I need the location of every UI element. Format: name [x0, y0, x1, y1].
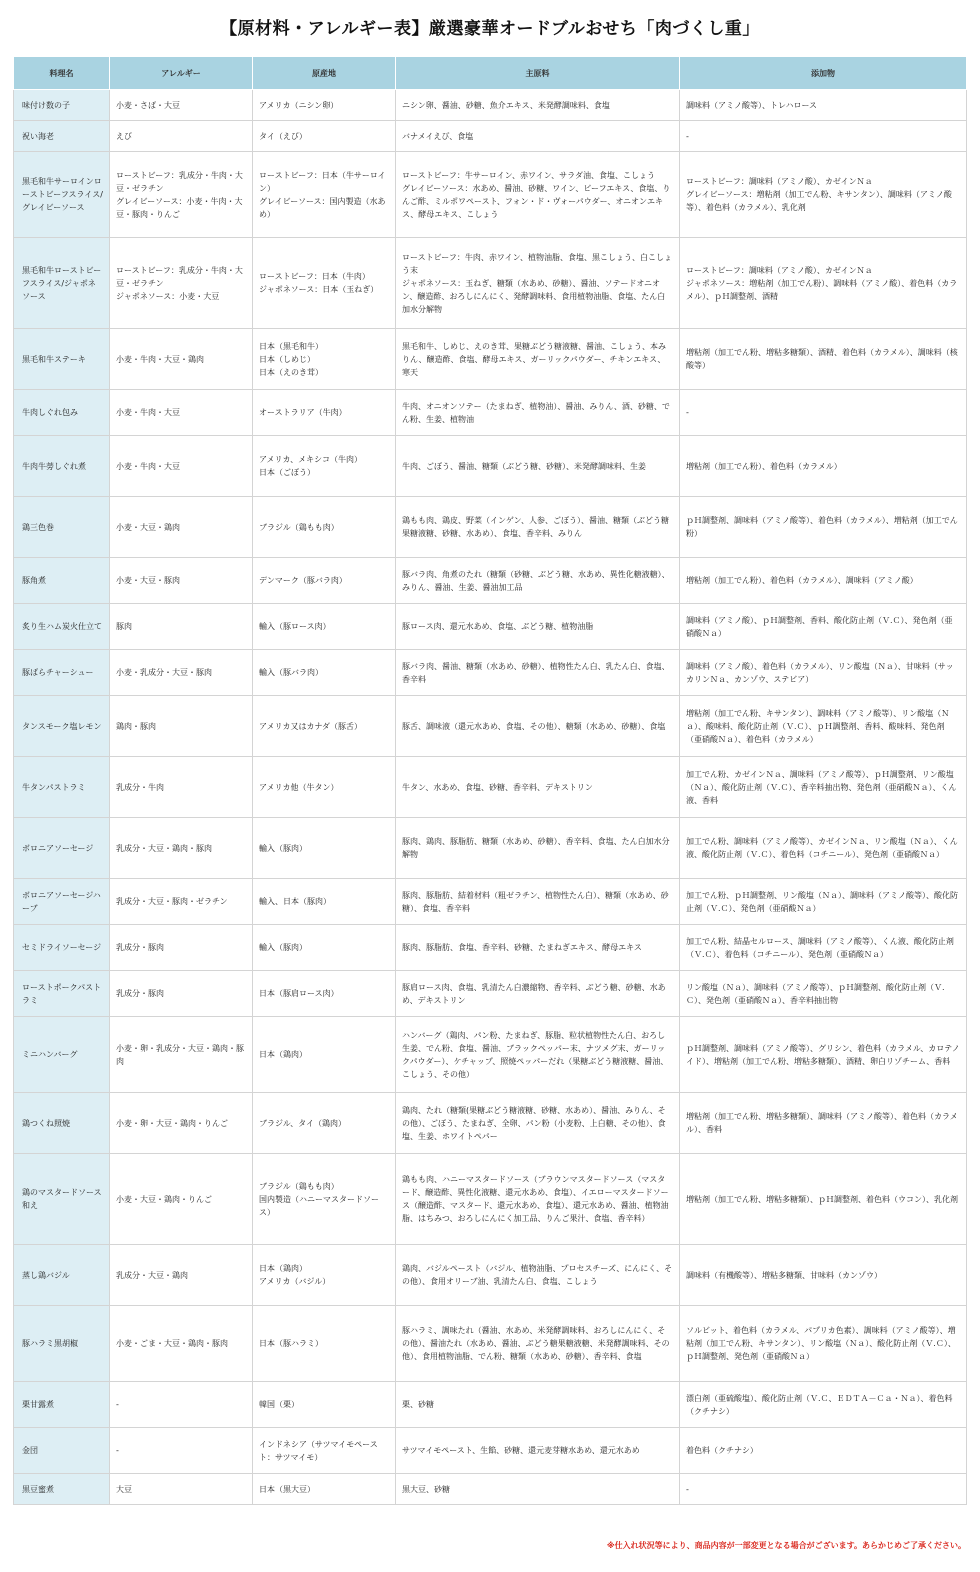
additives-cell: ソルビット、着色料（カラメル、パプリカ色素）、調味料（アミノ酸等）、増粘剤（加工でん粉、キサンタン）、リン酸塩（Ｎａ）、酸化防止剤（Ｖ.Ｃ）、ｐＨ調整剤、発色剤（亜硝酸Ｎａ）	[680, 1306, 967, 1382]
allergy-cell: 大豆	[110, 1474, 253, 1505]
table-row	[14, 436, 967, 497]
footnote: ※仕入れ状況等により、商品内容が一部変更となる場合がございます。あらかじめご了承ください。	[606, 1541, 966, 1550]
main-ingredients-cell: 豚肉、豚脂肪、結着材料（粗ゼラチン、植物性たん白）、糖類（水あめ、砂糖）、食塩、香辛料	[396, 879, 680, 925]
allergy-cell: 小麦・牛肉・大豆	[110, 390, 253, 436]
allergy-cell: 小麦・卵・乳成分・大豆・鶏肉・豚肉	[110, 1017, 253, 1093]
additives-cell: 調味料（アミノ酸）、着色料（カラメル）、リン酸塩（Ｎａ）、甘味料（サッカリンＮａ、カンゾウ、ステビア）	[680, 650, 967, 696]
origin-cell: 輸入、日本（豚肉）	[253, 879, 396, 925]
origin-cell: 輸入（豚肉）	[253, 925, 396, 971]
dish-name-cell: 黒毛和牛ステーキ	[14, 329, 110, 390]
table-row	[14, 971, 967, 1017]
allergy-cell: 小麦・大豆・豚肉	[110, 558, 253, 604]
table-row	[14, 818, 967, 879]
additives-cell: 増粘剤（加工でん粉）、着色料（カラメル）、調味料（アミノ酸）	[680, 558, 967, 604]
origin-cell: 韓国（栗）	[253, 1382, 396, 1428]
main-ingredients-cell: 牛肉、オニオンソテー（たまねぎ、植物油）、醤油、みりん、酒、砂糖、でん粉、生姜、植物油	[396, 390, 680, 436]
allergy-cell: えび	[110, 121, 253, 152]
table-row	[14, 1382, 967, 1428]
table-body	[14, 90, 967, 1505]
allergy-cell: 小麦・ごま・大豆・鶏肉・豚肉	[110, 1306, 253, 1382]
main-ingredients-cell: 牛タン、水あめ、食塩、砂糖、香辛料、デキストリン	[396, 757, 680, 818]
main-ingredients-cell: 鶏もも肉、鶏皮、野菜（インゲン、人参、ごぼう）、醤油、糖類（ぶどう糖果糖液糖、砂糖、水あめ）、食塩、香辛料、みりん	[396, 497, 680, 558]
allergy-cell: 小麦・大豆・鶏肉	[110, 497, 253, 558]
table-row	[14, 1306, 967, 1382]
dish-name-cell: 豚ばらチャーシュー	[14, 650, 110, 696]
table-row	[14, 90, 967, 121]
allergy-cell: 乳成分・大豆・鶏肉・豚肉	[110, 818, 253, 879]
page-title: 【原材料・アレルギー表】厳選豪華オードブルおせち「肉づくし重」	[220, 19, 760, 39]
additives-cell: 調味料（アミノ酸）、ｐＨ調整剤、香料、酸化防止剤（Ｖ.Ｃ）、発色剤（亜硝酸Ｎａ）	[680, 604, 967, 650]
main-ingredients-cell: ローストビーフ：牛肉、赤ワイン、植物油脂、食塩、黒こしょう、白こしょう末 ジャポネソース：玉ねぎ、糖類（水あめ、砂糖）、醤油、ソテードオニオン、醸造酢、おろしにんにく、発酵調味料、食用植物油脂、食塩、たん白加水分解物	[396, 238, 680, 329]
dish-name-cell: 祝い海老	[14, 121, 110, 152]
main-ingredients-cell: ローストビーフ：牛サーロイン、赤ワイン、サラダ油、食塩、こしょう グレイビーソース：水あめ、醤油、砂糖、ワイン、ビーフエキス、食塩、りんご酢、ミルポワペースト、フォン・ド・ヴォーパウダー、オニオンエキス、酵母エキス、こしょう	[396, 152, 680, 238]
additives-cell: 加工でん粉、結晶セルロース、調味料（アミノ酸等）、くん液、酸化防止剤（Ｖ.Ｃ）、着色料（コチニール）、発色剤（亜硝酸Ｎａ）	[680, 925, 967, 971]
additives-cell: ローストビーフ：調味料（アミノ酸）、カゼインＮａ ジャポネソース：増粘剤（加工でん粉）、調味料（アミノ酸）、着色料（カラメル）、ｐＨ調整剤、酒精	[680, 238, 967, 329]
origin-cell: インドネシア（サツマイモペースト：サツマイモ）	[253, 1428, 396, 1474]
table-row	[14, 879, 967, 925]
additives-cell: ローストビーフ：調味料（アミノ酸）、カゼインＮａ グレイビーソース：増粘剤（加工でん粉、キサンタン）、調味料（アミノ酸等）、着色料（カラメル）、乳化剤	[680, 152, 967, 238]
table-row	[14, 1154, 967, 1245]
main-ingredients-cell: 牛肉、ごぼう、醤油、糖類（ぶどう糖、砂糖）、米発酵調味料、生姜	[396, 436, 680, 497]
origin-cell: 日本（豚肩ロース肉）	[253, 971, 396, 1017]
table-row	[14, 1245, 967, 1306]
additives-cell: 増粘剤（加工でん粉、増粘多糖類）、ｐＨ調整剤、着色料（ウコン）、乳化剤	[680, 1154, 967, 1245]
origin-cell: アメリカ又はカナダ（豚舌）	[253, 696, 396, 757]
main-ingredients-cell: 豚肉、鶏肉、豚脂肪、糖類（水あめ、砂糖）、香辛料、食塩、たん白加水分解物	[396, 818, 680, 879]
table-row	[14, 1428, 967, 1474]
table-row	[14, 558, 967, 604]
dish-name-cell: 豚角煮	[14, 558, 110, 604]
additives-cell: 調味料（有機酸等）、増粘多糖類、甘味料（カンゾウ）	[680, 1245, 967, 1306]
origin-cell: アメリカ、メキシコ（牛肉） 日本（ごぼう）	[253, 436, 396, 497]
origin-cell: 日本（黒大豆）	[253, 1474, 396, 1505]
origin-cell: ローストビーフ：日本（牛肉） ジャポネソース：日本（玉ねぎ）	[253, 238, 396, 329]
additives-cell: 増粘剤（加工でん粉、増粘多糖類）、酒精、着色料（カラメル）、調味料（核酸等）	[680, 329, 967, 390]
main-ingredients-cell: ハンバーグ（鶏肉、パン粉、たまねぎ、豚脂、粒状植物性たん白、おろし生姜、でん粉、食塩、醤油、ブラックペッパー末、ナツメグ末、ガーリックパウダー）、ケチャップ、照焼ペッパーだれ（果糖ぶどう糖液糖、醤油、こしょう、その他）	[396, 1017, 680, 1093]
dish-name-cell: 牛肉牛蒡しぐれ煮	[14, 436, 110, 497]
additives-cell: 増粘剤（加工でん粉）、着色料（カラメル）	[680, 436, 967, 497]
main-ingredients-cell: 黒毛和牛、しめじ、えのき茸、果糖ぶどう糖液糖、醤油、こしょう、本みりん、醸造酢、食塩、酵母エキス、ガーリックパウダー、チキンエキス、寒天	[396, 329, 680, 390]
allergy-cell: 豚肉	[110, 604, 253, 650]
origin-cell: 日本（鶏肉） アメリカ（バジル）	[253, 1245, 396, 1306]
origin-cell: オーストラリア（牛肉）	[253, 390, 396, 436]
table-row	[14, 650, 967, 696]
allergy-cell: 乳成分・豚肉	[110, 971, 253, 1017]
origin-cell: ブラジル、タイ（鶏肉）	[253, 1093, 396, 1154]
dish-name-cell: セミドライソーセージ	[14, 925, 110, 971]
dish-name-cell: 鶏三色巻	[14, 497, 110, 558]
table-row	[14, 497, 967, 558]
main-ingredients-cell: 豚バラ肉、角煮のたれ（糖類（砂糖、ぶどう糖、水あめ、異性化糖液糖）、みりん、醤油、生姜、醤油加工品	[396, 558, 680, 604]
allergy-cell: 小麦・乳成分・大豆・豚肉	[110, 650, 253, 696]
origin-cell: ローストビーフ：日本（牛サーロイン） グレイビーソース：国内製造（水あめ）	[253, 152, 396, 238]
origin-cell: 輸入（豚肉）	[253, 818, 396, 879]
dish-name-cell: 豚ハラミ黒胡椒	[14, 1306, 110, 1382]
header-main-ingredients: 主原料	[396, 57, 680, 90]
dish-name-cell: 炙り生ハム炭火仕立て	[14, 604, 110, 650]
additives-cell: 着色料（クチナシ）	[680, 1428, 967, 1474]
main-ingredients-cell: サツマイモペースト、生餡、砂糖、還元麦芽糖水あめ、還元水あめ	[396, 1428, 680, 1474]
origin-cell: アメリカ他（牛タン）	[253, 757, 396, 818]
origin-cell: 日本（鶏肉）	[253, 1017, 396, 1093]
main-ingredients-cell: 豚バラ肉、醤油、糖類（水あめ、砂糖）、植物性たん白、乳たん白、食塩、香辛料	[396, 650, 680, 696]
main-ingredients-cell: 鶏肉、バジルペースト（バジル、植物油脂、プロセスチーズ、にんにく、その他）、食用オリーブ油、乳清たん白、食塩、こしょう	[396, 1245, 680, 1306]
dish-name-cell: 栗甘露煮	[14, 1382, 110, 1428]
additives-cell: -	[680, 121, 967, 152]
additives-cell: 加工でん粉、カゼインＮａ、調味料（アミノ酸等）、ｐＨ調整剤、リン酸塩（Ｎａ）、酸化防止剤（Ｖ.Ｃ）、香辛料抽出物、発色剤（亜硝酸Ｎａ）、くん液、香料	[680, 757, 967, 818]
additives-cell: ｐＨ調整剤、調味料（アミノ酸等）、グリシン、着色料（カラメル、カロテノイド）、増粘剤（加工でん粉、増粘多糖類）、酒精、卵白リゾチーム、香料	[680, 1017, 967, 1093]
allergy-cell: 乳成分・大豆・豚肉・ゼラチン	[110, 879, 253, 925]
additives-cell: -	[680, 1474, 967, 1505]
origin-cell: アメリカ（ニシン卵）	[253, 90, 396, 121]
additives-cell: 漂白剤（亜硫酸塩）、酸化防止剤（Ｖ.Ｃ、ＥＤＴＡ－Ｃａ・Ｎａ）、着色料（クチナシ）	[680, 1382, 967, 1428]
dish-name-cell: 味付け数の子	[14, 90, 110, 121]
header-dish-name: 料理名	[14, 57, 110, 90]
dish-name-cell: 黒毛和牛ローストビーフスライス/ジャポネソース	[14, 238, 110, 329]
allergy-cell: -	[110, 1382, 253, 1428]
main-ingredients-cell: 鶏肉、たれ（糖類(果糖ぶどう糖液糖、砂糖、水あめ）、醤油、みりん、その他）、ごぼう、たまねぎ、全卵、パン粉（小麦粉、上白糖、その他）、食塩、生姜、ホワイトペパー	[396, 1093, 680, 1154]
main-ingredients-cell: 豚肩ロース肉、食塩、乳清たん白濃縮物、香辛料、ぶどう糖、砂糖、水あめ、デキストリン	[396, 971, 680, 1017]
additives-cell: 加工でん粉、ｐＨ調整剤、リン酸塩（Ｎａ）、調味料（アミノ酸等）、酸化防止剤（Ｖ.Ｃ）、発色剤（亜硝酸Ｎａ）	[680, 879, 967, 925]
dish-name-cell: 金団	[14, 1428, 110, 1474]
table-row	[14, 152, 967, 238]
main-ingredients-cell: バナメイえび、食塩	[396, 121, 680, 152]
allergy-cell: 乳成分・牛肉	[110, 757, 253, 818]
table-row	[14, 238, 967, 329]
allergy-table	[13, 56, 967, 1505]
dish-name-cell: 鶏のマスタードソース和え	[14, 1154, 110, 1245]
table-row	[14, 696, 967, 757]
additives-cell: 調味料（アミノ酸等）、トレハロース	[680, 90, 967, 121]
main-ingredients-cell: 鶏もも肉、ハニーマスタードソース（ブラウンマスタードソース（マスタード、醸造酢、異性化液糖、還元水あめ、食塩）、イエローマスタードソース（醸造酢、マスタード、還元水あめ、食塩）、還元水あめ、醤油、植物油脂、はちみつ、おろしにんにく加工品、りんご果汁、食塩、香辛料）	[396, 1154, 680, 1245]
table-row	[14, 390, 967, 436]
table-row	[14, 925, 967, 971]
main-ingredients-cell: 豚肉、豚脂肪、食塩、香辛料、砂糖、たまねぎエキス、酵母エキス	[396, 925, 680, 971]
additives-cell: ｐＨ調整剤、調味料（アミノ酸等）、着色料（カラメル）、増粘剤（加工でん粉）	[680, 497, 967, 558]
dish-name-cell: 黒豆蜜煮	[14, 1474, 110, 1505]
table-row	[14, 329, 967, 390]
dish-name-cell: 黒毛和牛サーロインローストビーフスライス/グレイビーソース	[14, 152, 110, 238]
table-row	[14, 757, 967, 818]
dish-name-cell: 牛肉しぐれ包み	[14, 390, 110, 436]
allergy-cell: 鶏肉・豚肉	[110, 696, 253, 757]
main-ingredients-cell: 栗、砂糖	[396, 1382, 680, 1428]
allergy-cell: -	[110, 1428, 253, 1474]
additives-cell: 増粘剤（加工でん粉、キサンタン）、調味料（アミノ酸等）、リン酸塩（Ｎａ）、酸味料、酸化防止剤（Ｖ.Ｃ）、ｐＨ調整剤、香料、酸味料、発色剤（亜硝酸Ｎａ）、着色料（カラメル）	[680, 696, 967, 757]
allergy-cell: 小麦・卵・大豆・鶏肉・りんご	[110, 1093, 253, 1154]
table-header-row	[14, 57, 967, 90]
main-ingredients-cell: 豚ロース肉、還元水あめ、食塩、ぶどう糖、植物油脂	[396, 604, 680, 650]
origin-cell: 輸入（豚バラ肉）	[253, 650, 396, 696]
table-row	[14, 604, 967, 650]
allergy-cell: 小麦・さば・大豆	[110, 90, 253, 121]
dish-name-cell: タンスモーク塩レモン	[14, 696, 110, 757]
table-row	[14, 1093, 967, 1154]
main-ingredients-cell: ニシン卵、醤油、砂糖、魚介エキス、米発酵調味料、食塩	[396, 90, 680, 121]
additives-cell: 増粘剤（加工でん粉、増粘多糖類）、調味料（アミノ酸等）、着色料（カラメル）、香料	[680, 1093, 967, 1154]
allergy-cell: ローストビーフ：乳成分・牛肉・大豆・ゼラチン グレイビーソース：小麦・牛肉・大豆・豚肉・りんご	[110, 152, 253, 238]
origin-cell: 輸入（豚ロース肉）	[253, 604, 396, 650]
dish-name-cell: ローストポークパストラミ	[14, 971, 110, 1017]
table-row	[14, 1017, 967, 1093]
allergy-cell: 乳成分・豚肉	[110, 925, 253, 971]
allergy-cell: ローストビーフ：乳成分・牛肉・大豆・ゼラチン ジャポネソース：小麦・大豆	[110, 238, 253, 329]
table-row	[14, 1474, 967, 1505]
table-row	[14, 121, 967, 152]
allergy-cell: 小麦・牛肉・大豆	[110, 436, 253, 497]
dish-name-cell: ボロニアソーセージ	[14, 818, 110, 879]
additives-cell: -	[680, 390, 967, 436]
origin-cell: ブラジル（鶏もも肉）	[253, 497, 396, 558]
allergy-cell: 小麦・牛肉・大豆・鶏肉	[110, 329, 253, 390]
additives-cell: 加工でん粉、調味料（アミノ酸等）、カゼインＮａ、リン酸塩（Ｎａ）、くん液、酸化防止剤（Ｖ.Ｃ）、着色料（コチニール）、発色剤（亜硝酸Ｎａ）	[680, 818, 967, 879]
main-ingredients-cell: 黒大豆、砂糖	[396, 1474, 680, 1505]
main-ingredients-cell: 豚舌、調味液（還元水あめ、食塩、その他）、糖類（水あめ、砂糖）、食塩	[396, 696, 680, 757]
header-origin: 原産地	[253, 57, 396, 90]
origin-cell: デンマーク（豚バラ肉）	[253, 558, 396, 604]
dish-name-cell: 鶏つくね照焼	[14, 1093, 110, 1154]
allergy-cell: 乳成分・大豆・鶏肉	[110, 1245, 253, 1306]
dish-name-cell: ボロニアソーセージハーブ	[14, 879, 110, 925]
additives-cell: リン酸塩（Ｎａ）、調味料（アミノ酸等）、ｐＨ調整剤、酸化防止剤（Ｖ.Ｃ）、発色剤（亜硝酸Ｎａ）、香辛料抽出物	[680, 971, 967, 1017]
header-allergy: アレルギー	[110, 57, 253, 90]
dish-name-cell: 牛タンパストラミ	[14, 757, 110, 818]
dish-name-cell: ミニハンバーグ	[14, 1017, 110, 1093]
allergy-cell: 小麦・大豆・鶏肉・りんご	[110, 1154, 253, 1245]
origin-cell: 日本（豚ハラミ）	[253, 1306, 396, 1382]
origin-cell: ブラジル（鶏もも肉） 国内製造（ハニーマスタードソース）	[253, 1154, 396, 1245]
origin-cell: タイ（えび）	[253, 121, 396, 152]
header-additives: 添加物	[680, 57, 967, 90]
main-ingredients-cell: 豚ハラミ、調味たれ（醤油、水あめ、米発酵調味料、おろしにんにく、その他）、醤油たれ（水あめ、醤油、ぶどう糖果糖液糖、米発酵調味料、その他）、食用植物油脂、でん粉、糖類（水あめ、砂糖）、香辛料、食塩	[396, 1306, 680, 1382]
dish-name-cell: 蒸し鶏バジル	[14, 1245, 110, 1306]
origin-cell: 日本（黒毛和牛） 日本（しめじ） 日本（えのき茸）	[253, 329, 396, 390]
